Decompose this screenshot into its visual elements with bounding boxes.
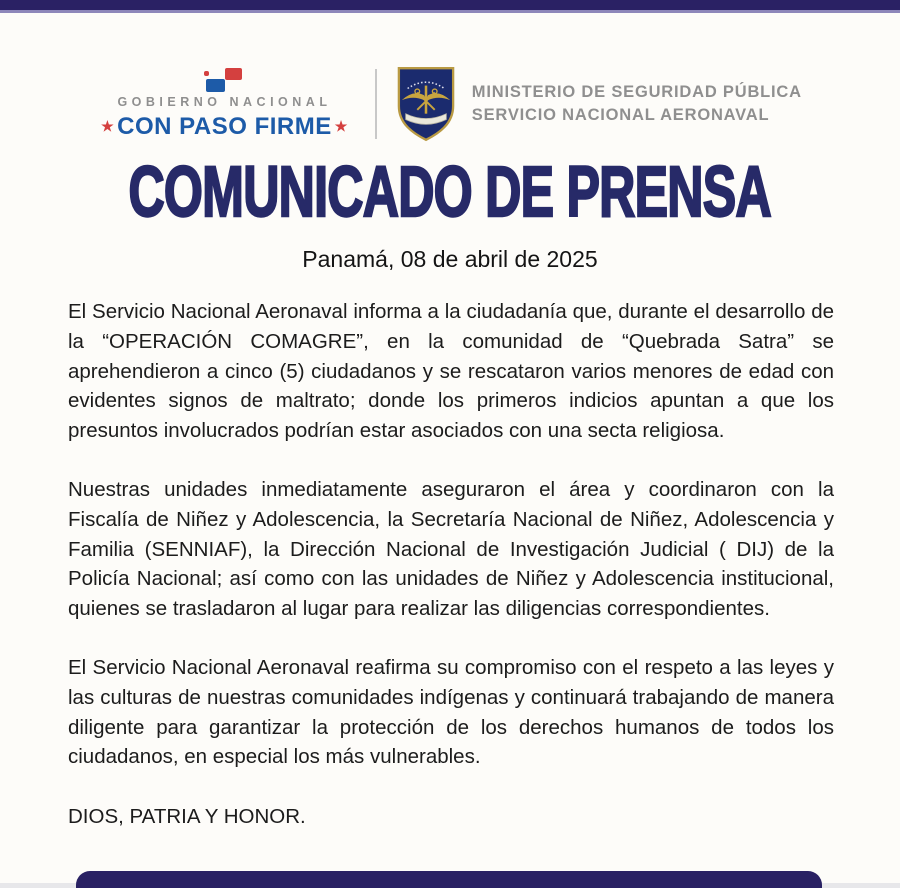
star-icon: ★ xyxy=(334,117,348,134)
ministry-line1: MINISTERIO DE SEGURIDAD PÚBLICA xyxy=(471,83,802,101)
logo-divider xyxy=(375,69,377,139)
page-title: COMUNICADO DE PRENSA xyxy=(128,151,772,231)
flag-red-dot xyxy=(204,71,209,76)
panama-flag-mark-icon xyxy=(204,68,244,92)
document-header xyxy=(0,64,900,144)
gobierno-nacional-label: GOBIERNO NACIONAL xyxy=(117,94,332,109)
dateline: Panamá, 08 de abril de 2025 xyxy=(302,246,598,272)
body-paragraph: El Servicio Nacional Aeronaval informa a la ciudadanía que, durante el desarrollo de la “OPERACIÓN COMAGRE”, en la comunidad de “Quebrada Satra” se aprehendieron a cinco (5) ciudadanos y se rescataron varios menores de edad con evidentes signos de maltrato; donde los primeros indicios apuntan a que los presuntos involucrados podrían estar asociados con una secta religiosa. xyxy=(68,300,834,443)
flag-blue-square xyxy=(206,79,225,92)
gobierno-nacional-logo xyxy=(98,68,351,141)
body-paragraph: Nuestras unidades inmediatamente aseguraron el área y coordinaron con la Fiscalía de Niñez y Adolescencia, la Secretaría Nacional de Niñez, Adolescencia y Familia (SENNIAF), la Dirección Nacional de Investigación Judicial ( DIJ) de la Policía Nacional; así como con las unidades de Niñez y Adolescencia institucional, quienes se trasladaron al lugar para realizar las diligencias correspondientes. xyxy=(68,477,834,621)
senan-shield-emblem-icon xyxy=(395,64,457,144)
flag-red-square xyxy=(225,68,242,80)
body-paragraph: El Servicio Nacional Aeronaval reafirma su compromiso con el respeto a las leyes y las culturas de nuestras comunidades indígenas y continuará trabajando de manera diligente para garantizar la protección de los derechos humanos de todos los ciudadanos, en especial los más vulnerables. xyxy=(68,655,834,769)
con-paso-firme-text: CON PASO FIRME xyxy=(117,112,332,140)
closing-motto: DIOS, PATRIA Y HONOR. xyxy=(68,805,306,829)
top-accent-bar xyxy=(0,0,900,13)
ministry-label xyxy=(472,81,802,127)
bottom-accent-bar xyxy=(76,871,822,888)
ministry-line2: SERVICIO NACIONAL AERONAVAL xyxy=(471,106,770,124)
con-paso-firme-label xyxy=(98,113,351,141)
press-release-body xyxy=(68,297,834,832)
title-wrap xyxy=(0,150,900,231)
star-icon: ★ xyxy=(101,117,115,134)
